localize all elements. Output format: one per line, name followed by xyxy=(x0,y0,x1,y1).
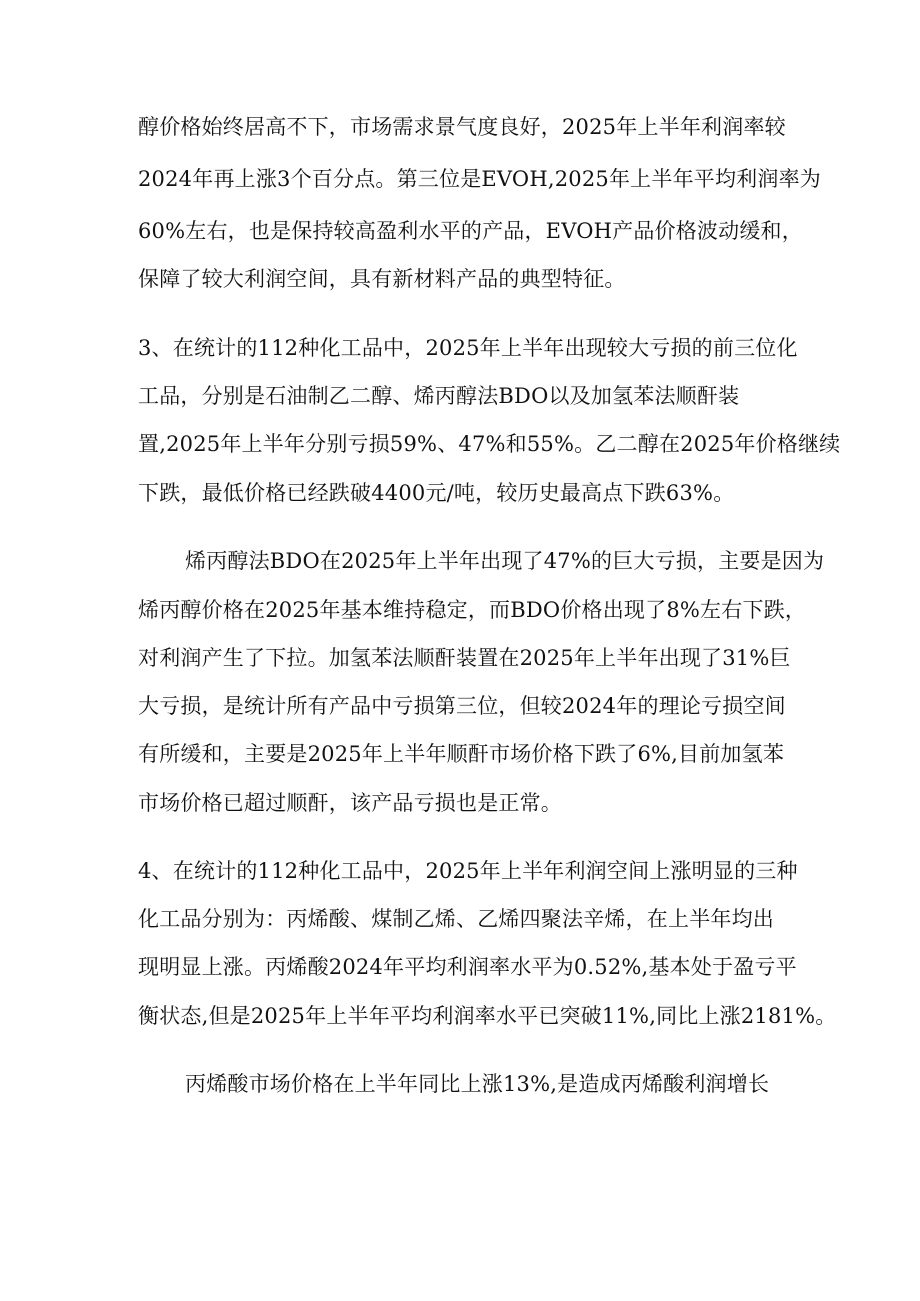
text-line-10: 烯丙醇价格在2025年基本维持稳定，而BDO价格出现了8%左右下跌， xyxy=(138,598,807,622)
text-line-8: 下跌，最低价格已经跌破4400元/吨，较历史最高点下跌63%。 xyxy=(138,481,735,505)
text-line-7: 置,2025年上半年分别亏损59%、47%和55%。乙二醇在2025年价格继续 xyxy=(138,432,841,456)
text-line-13: 有所缓和，主要是2025年上半年顺酐市场价格下跌了6%,目前加氢苯 xyxy=(138,742,785,766)
text-line-2: 2024年再上涨3个百分点。第三位是EVOH,2025年上半年平均利润率为 xyxy=(138,167,821,191)
text-line-11: 对利润产生了下拉。加氢苯法顺酐装置在2025年上半年出现了31%巨 xyxy=(138,646,791,670)
text-line-14: 市场价格已超过顺酐，该产品亏损也是正常。 xyxy=(138,791,562,815)
text-line-12: 大亏损，是统计所有产品中亏损第三位，但较2024年的理论亏损空间 xyxy=(138,694,786,718)
text-line-19: 丙烯酸市场价格在上半年同比上涨13%,是造成丙烯酸利润增长 xyxy=(185,1072,770,1096)
text-line-3: 60%左右，也是保持较高盈利水平的产品，EVOH产品价格波动缓和， xyxy=(138,219,803,243)
text-line-15: 4、在统计的112种化工品中，2025年上半年利润空间上涨明显的三种 xyxy=(138,859,798,883)
text-line-4: 保障了较大利润空间，具有新材料产品的典型特征。 xyxy=(138,267,626,291)
text-line-9: 烯丙醇法BDO在2025年上半年出现了47%的巨大亏损，主要是因为 xyxy=(185,549,825,573)
text-line-17: 现明显上涨。丙烯酸2024年平均利润率水平为0.52%,基本处于盈亏平 xyxy=(138,955,797,979)
text-line-1: 醇价格始终居高不下，市场需求景气度良好，2025年上半年利润率较 xyxy=(138,115,786,139)
text-line-18: 衡状态,但是2025年上半年平均利润率水平已突破11%,同比上涨2181%。 xyxy=(138,1004,837,1028)
text-line-16: 化工品分别为：丙烯酸、煤制乙烯、乙烯四聚法辛烯，在上半年均出 xyxy=(138,907,774,931)
text-line-6: 工品，分别是石油制乙二醇、烯丙醇法BDO以及加氢苯法顺酐装 xyxy=(138,384,740,408)
text-line-5: 3、在统计的112种化工品中，2025年上半年出现较大亏损的前三位化 xyxy=(138,336,798,360)
